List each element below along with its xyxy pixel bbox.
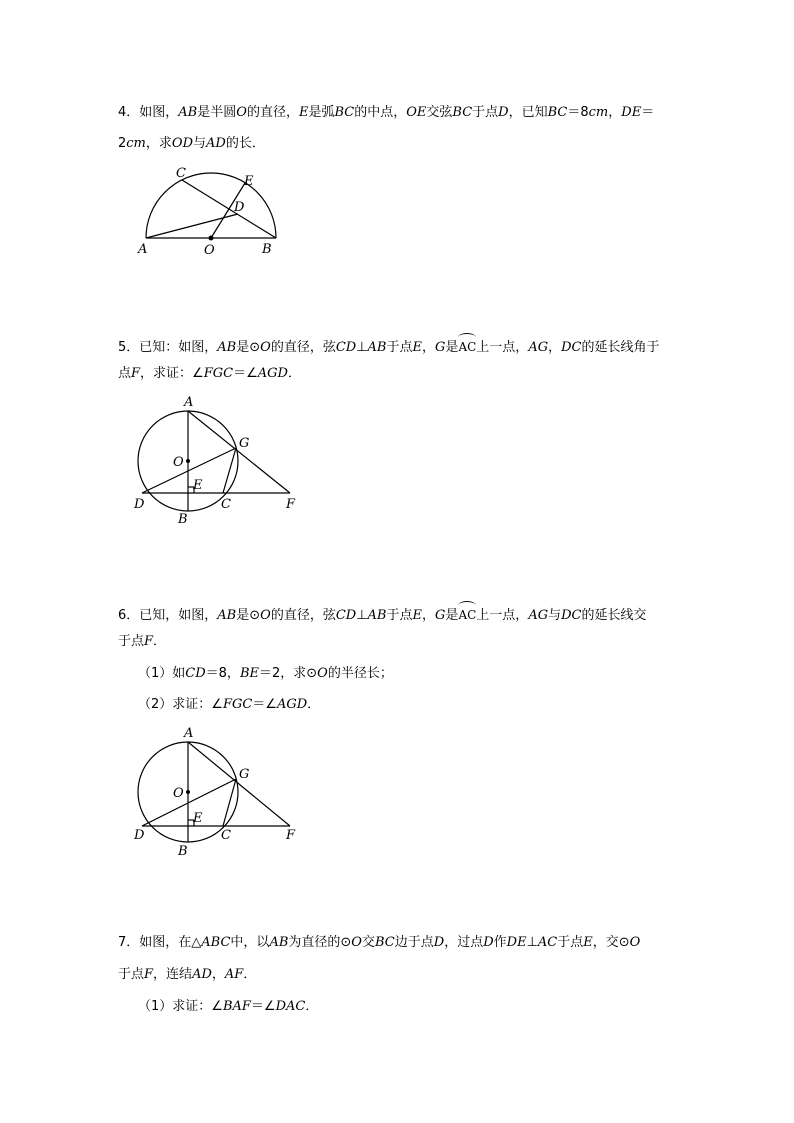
label-B: B [262, 242, 272, 257]
arc-AC: AC [458, 602, 476, 624]
problem-4-figure [130, 165, 290, 260]
label-F: F [286, 828, 296, 843]
label-G: G [239, 767, 250, 782]
center-point-O [209, 236, 214, 241]
label-A: A [138, 242, 148, 257]
label-C: C [221, 497, 231, 512]
label-O: O [173, 455, 184, 470]
problem-6-line-2: 于点F． [118, 634, 167, 649]
label-D: D [134, 497, 145, 512]
label-G: G [239, 436, 250, 451]
segment-AF [188, 742, 290, 826]
problem-6-line-1: 6．已知，如图，AB是⊙O的直径，弦CD⊥AB于点E，G是AC上一点，AG与DC的延长线交 [118, 602, 647, 625]
label-C: C [221, 828, 231, 843]
center-point-O [186, 459, 190, 463]
problem-5-figure [130, 393, 310, 528]
problem-4-line-2: 2cm，求OD与AD的长． [118, 136, 265, 151]
label-C: C [176, 166, 186, 181]
label-D: D [134, 828, 145, 843]
problem-7-line-1: 7．如图，在△ABC中，以AB为直径的⊙O交BC边于点D，过点D作DE⊥AC于点E，交⊙O [118, 935, 641, 950]
segment-AF [188, 411, 290, 493]
problem-7-line-2: 于点F，连结AD，AF． [118, 967, 257, 982]
problem-5-line-1: 5．已知：如图，AB是⊙O的直径，弦CD⊥AB于点E，G是AC上一点，AG，DC的延长线角于 [118, 334, 660, 357]
semicircle-arc [146, 173, 276, 238]
label-E: E [244, 174, 254, 189]
label-B: B [178, 512, 188, 527]
label-E: E [193, 478, 203, 493]
problem-5-line-2: 点F，求证：∠FGC＝∠AGD． [118, 366, 301, 381]
label-A: A [184, 726, 194, 741]
problem-6-sub-1: （1）如CD＝8，BE＝2，求⊙O的半径长； [138, 666, 393, 681]
center-point-O [186, 790, 190, 794]
segment-DG [142, 448, 236, 493]
label-O: O [204, 243, 215, 258]
problem-4-line-1: 4．如图，AB是半圆O的直径，E是弧BC的中点，OE交弦BC于点D，已知BC＝8cm，DE＝ [118, 105, 655, 120]
problem-6-figure [130, 724, 310, 859]
segment-DG [142, 779, 236, 826]
label-F: F [286, 497, 296, 512]
label-B: B [178, 844, 188, 859]
label-O: O [173, 786, 184, 801]
label-A: A [184, 395, 194, 410]
segment-CG [223, 448, 236, 493]
label-D: D [234, 200, 245, 215]
problem-6-sub-2: （2）求证：∠FGC＝∠AGD． [138, 697, 321, 712]
arc-AC: AC [458, 334, 476, 356]
label-E: E [193, 811, 203, 826]
problem-7-sub-1: （1）求证：∠BAF＝∠DAC． [138, 999, 319, 1014]
